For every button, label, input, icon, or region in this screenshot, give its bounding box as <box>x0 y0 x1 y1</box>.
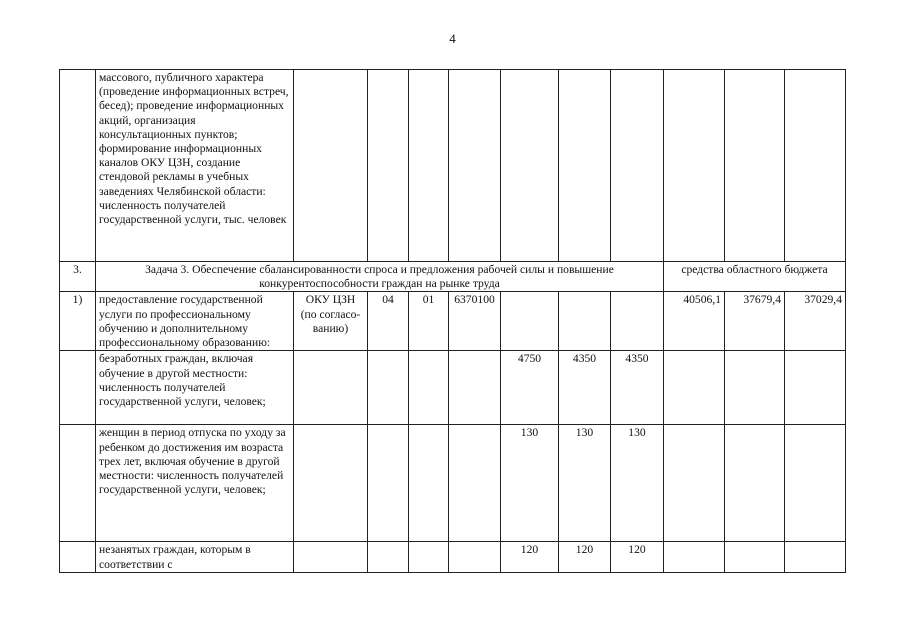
indicator-year-1: 120 <box>501 542 559 572</box>
budget-year-1: 40506,1 <box>664 292 725 351</box>
program-table <box>59 69 846 573</box>
row-number <box>60 70 96 262</box>
subsection-code: 01 <box>409 292 449 351</box>
table-row-women <box>60 425 846 542</box>
table-row-nonemployed <box>60 542 846 572</box>
indicator-year-2: 4350 <box>559 351 611 425</box>
funding-source: средства областного бюджета <box>664 262 846 292</box>
indicator-year-1: 130 <box>501 425 559 542</box>
target-article: 6370100 <box>449 292 501 351</box>
row-number: 3. <box>60 262 96 292</box>
row-description: предоставление государственной услуги по профессиональному обучению и дополнительному профессиональному образованию: <box>96 292 294 351</box>
row-description: безработных граждан, включая обучение в другой местности: численность получателей государственной услуги, человек; <box>96 351 294 425</box>
table-row-unemployed <box>60 351 846 425</box>
row-description: незанятых граждан, которым в соответствии с <box>96 542 294 572</box>
indicator-year-2: 130 <box>559 425 611 542</box>
table-row-task3 <box>60 262 846 292</box>
section-code: 04 <box>368 292 409 351</box>
budget-year-2: 37679,4 <box>725 292 785 351</box>
indicator-year-3: 130 <box>611 425 664 542</box>
page-number: 4 <box>449 31 456 46</box>
indicator-year-3: 120 <box>611 542 664 572</box>
table-row-continuation <box>60 70 846 262</box>
row-description: массового, публичного характера (проведение информационных встреч, бесед); проведение информационных акций, организация консультационных пунктов; формирование информационных каналов ОКУ ЦЗН, создание стендовой рекламы в учебных заведениях Челябинской области: численность получателей государственной услуги, тыс. человек <box>96 70 294 262</box>
task-heading: Задача 3. Обеспечение сбалансированности спроса и предложения рабочей силы и повышение конкурентоспособности граждан на рынке труда <box>96 262 664 292</box>
table-row-item1 <box>60 292 846 351</box>
indicator-year-2: 120 <box>559 542 611 572</box>
executor: ОКУ ЦЗН (по согласо-ванию) <box>294 292 368 351</box>
row-description: женщин в период отпуска по уходу за ребенком до достижения им возраста трех лет, включая обучение в другой местности: численность получателей государственной услуги, человек; <box>96 425 294 542</box>
budget-year-3: 37029,4 <box>785 292 846 351</box>
indicator-year-3: 4350 <box>611 351 664 425</box>
row-number: 1) <box>60 292 96 351</box>
indicator-year-1: 4750 <box>501 351 559 425</box>
